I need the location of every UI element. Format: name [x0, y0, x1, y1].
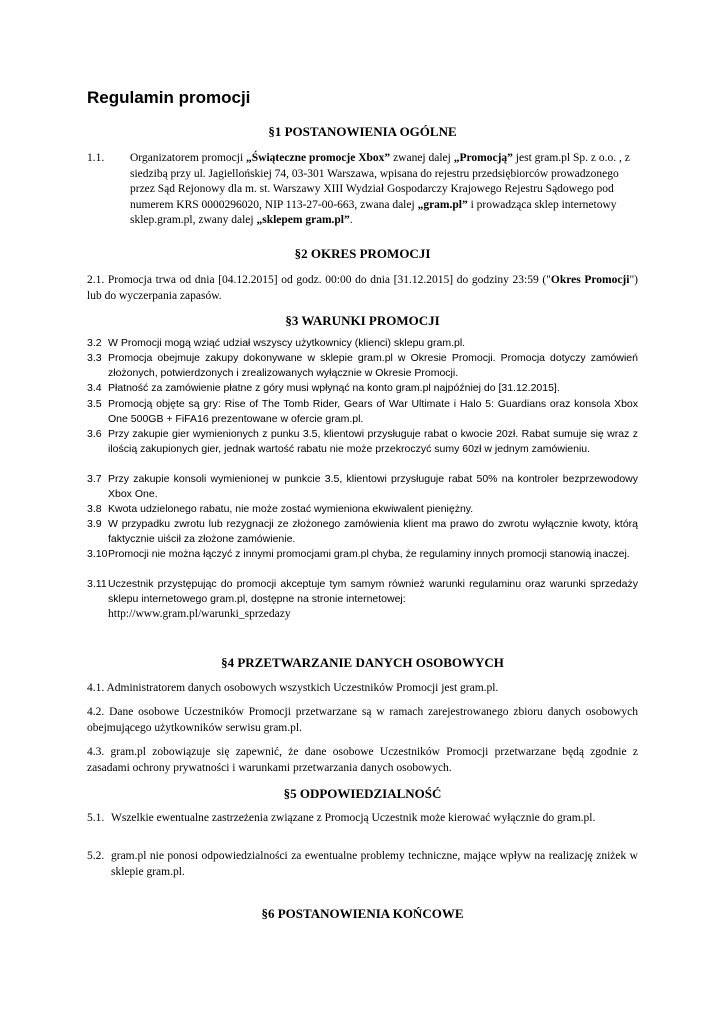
clause-text: Płatność za zamówienie płatne z góry musi wpłynąć na konto gram.pl najpóźniej do [31.12.2015]. [108, 382, 560, 394]
clause-text: gram.pl nie ponosi odpowiedzialności za ewentualne problemy techniczne, mające wpływ na realizację zniżek w sklepie gram.pl. [111, 850, 638, 878]
clause-text: Promocją objęte są gry: Rise of The Tomb Rider, Gears of War Ultimate i Halo 5: Guardians oraz konsola Xbox One 500GB + FiFA16 prezentowane w ofercie gram.pl. [108, 398, 638, 425]
section-4-heading: §4 PRZETWARZANIE DANYCH OSOBOWYCH [221, 655, 504, 670]
clause-number: 3.11 [87, 578, 107, 590]
promo-name: „Świąteczne promocje Xbox” [246, 152, 391, 164]
section-2-heading: §2 OKRES PROMOCJI [294, 246, 431, 261]
clause-number: 3.8 [87, 503, 102, 515]
clause-4-2: 4.2. Dane osobowe Uczestników Promocji przetwarzane są w ramach zarejestrowanego zbioru danych osobowych obejmującego użytkowników serwisu gram.pl. [87, 706, 638, 734]
clause-5-1 [87, 811, 638, 827]
document-title: Regulamin promocji [87, 88, 251, 107]
clause-3-10 [87, 547, 638, 562]
clause-3-3 [87, 351, 638, 381]
clause-number: 5.2. [87, 850, 105, 862]
promo-ref: „Promocją” [453, 152, 513, 164]
clause-3-2 [87, 336, 638, 351]
clause-number: 3.2 [87, 337, 102, 349]
text-run: Organizatorem promocji [130, 152, 247, 164]
company-ref: „gram.pl” [417, 198, 468, 211]
clause-number: 3.4 [87, 382, 102, 394]
text-run: 2.1. Promocja trwa od dnia [04.12.2015] od godz. 00:00 do dnia [31.12.2015] do godziny 23:59 (" [87, 274, 551, 286]
clause-4-3: 4.3. gram.pl zobowiązuje się zapewnić, że dane osobowe Uczestników Promocji przetwarzane będą zgodnie z zasadami ochrony prywatności i warunkami przetwarzania danych osobowych. [87, 746, 638, 774]
clause-number: 3.9 [87, 518, 102, 530]
clause-3-9 [87, 517, 638, 547]
clause-text: Przy zakupie konsoli wymienionej w punkcie 3.5, klientowi przysługuje rabat 50% na kontroler bezprzewodowy Xbox One. [108, 473, 638, 500]
clause-4-1: 4.1. Administratorem danych osobowych wszystkich Uczestników Promocji jest gram.pl. [87, 682, 499, 694]
clause-text: Promocja obejmuje zakupy dokonywane w sklepie gram.pl w Okresie Promocji. Promocja dotyczy zamówień złożonych, potwierdzonych i zrealizowanych wyłącznie w Okresie Promocji. [108, 352, 638, 379]
clause-3-7 [87, 472, 638, 502]
clause-number: 3.6 [87, 428, 102, 440]
promo-period-term: Okres Promocji [550, 274, 630, 286]
shop-ref: „sklepem gram.pl” [256, 214, 350, 226]
clause-number: 3.3 [87, 352, 102, 364]
clause-3-4 [87, 381, 638, 396]
clause-number: 3.5 [87, 398, 102, 410]
text-run: zwanej dalej [390, 152, 454, 164]
clause-text: Uczestnik przystępując do promocji akceptuje tym samym również warunki regulaminu oraz warunki sprzedaży sklepu internetowego gram.pl, dostępne na stronie internetowej: [108, 578, 638, 605]
section-6-heading: §6 POSTANOWIENIA KOŃCOWE [261, 906, 464, 921]
clause-text: Przy zakupie gier wymienionych z punku 3.5, klientowi przysługuje rabat o kwocie 20zł. Rabat sumuje się wraz z ilością zakupionych gier, jednak wartość rabatu nie może przekroczyć sumy 60zł w jednym zamówieniu. [108, 428, 638, 455]
clause-1-1 [87, 151, 638, 229]
section-3-heading: §3 WARUNKI PROMOCJI [285, 313, 440, 328]
clause-text [130, 151, 638, 229]
clause-text: Kwota udzielonego rabatu, nie może zostać wymieniona ekwiwalent pieniężny. [108, 503, 474, 515]
clause-number: 1.1. [87, 152, 105, 164]
clause-3-5 [87, 397, 638, 427]
section-5-heading: §5 ODPOWIEDZIALNOŚĆ [283, 786, 442, 801]
clause-2-1 [87, 273, 638, 304]
text-run: . [349, 214, 353, 226]
clause-text: W przypadku zwrotu lub rezygnacji ze złożonego zamówienia klient ma prawo do zwrotu wyłącznie kwoty, którą faktycznie uiścił za złożone zamówienie. [108, 518, 638, 545]
clause-3-11 [87, 577, 638, 622]
section-1-heading: §1 POSTANOWIENIA OGÓLNE [268, 124, 457, 139]
text-run: ") lub do wyczerpania zapasów. [87, 274, 638, 302]
clause-3-6 [87, 427, 638, 457]
text-run: jest gram.pl Sp. z o.o. , z siedzibą przy ul. Jagiellońskiej 74, 03-301 Warszawa, wpisana do rejestru przedsiębiorców prowadzonego przez Sąd Rejonowy dla m. st. Warszawy XIII Wydział Gospodarczy Krajowego Rejestru Sądowego pod numerem KRS 0000296020, NIP 113-27-00-663, zwana dalej [130, 152, 630, 211]
clause-number: 3.10 [87, 548, 108, 560]
clause-number: 5.1. [87, 812, 105, 824]
clause-5-2 [87, 849, 638, 880]
text-run: i prowadząca sklep internetowy sklep.gram.pl, zwany dalej [130, 198, 617, 226]
clause-3-8 [87, 502, 638, 517]
terms-url[interactable]: http://www.gram.pl/warunki_sprzedazy [108, 608, 291, 620]
clause-text: Promocji nie można łączyć z innymi promocjami gram.pl chyba, że regulaminy innych promocji stanowią inaczej. [108, 548, 630, 560]
clause-text: W Promocji mogą wziąć udział wszyscy użytkownicy (klienci) sklepu gram.pl. [108, 337, 466, 349]
clause-number: 3.7 [87, 473, 102, 485]
clause-text: Wszelkie ewentualne zastrzeżenia związane z Promocją Uczestnik może kierować wyłącznie do gram.pl. [111, 812, 596, 824]
